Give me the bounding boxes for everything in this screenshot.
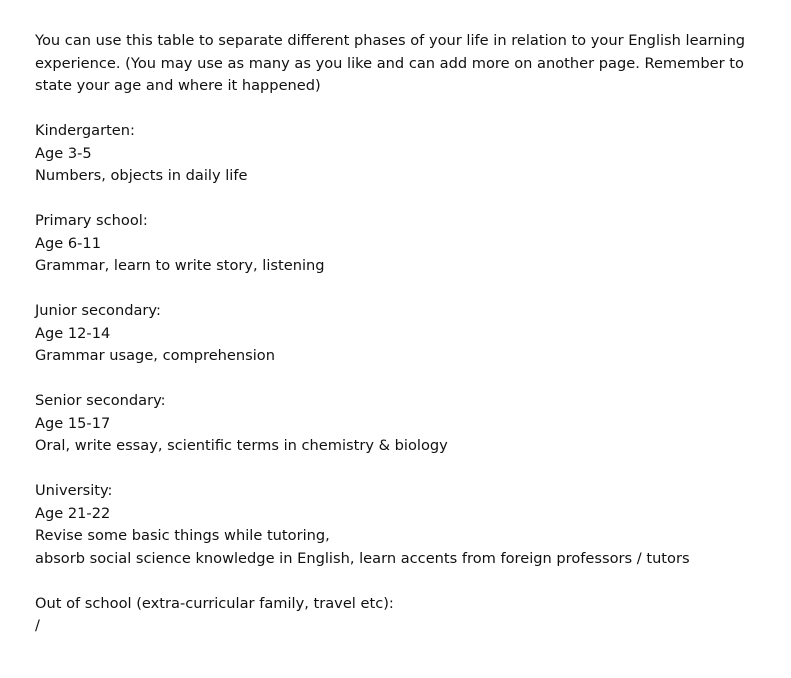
section-detail: Grammar, learn to write story, listening	[35, 257, 325, 274]
intro-line: state your age and where it happened)	[35, 77, 321, 94]
section-detail: Revise some basic things while tutoring,	[35, 527, 330, 544]
section-heading: Primary school:	[35, 212, 148, 229]
section-heading: Kindergarten:	[35, 122, 135, 139]
section-age: Age 15-17	[35, 414, 111, 432]
section-university	[35, 480, 775, 570]
section-heading: Junior secondary:	[35, 302, 161, 319]
section-heading: Out of school (extra-curricular family, travel etc):	[35, 594, 394, 612]
section-junior-secondary	[35, 300, 775, 368]
section-primary-school	[35, 210, 775, 278]
section-heading: University:	[35, 482, 113, 499]
intro-line: You can use this table to separate different phases of your life in relation to your English learning	[35, 32, 746, 49]
section-age: Age 6-11	[35, 234, 101, 252]
section-detail: /	[35, 617, 40, 634]
intro-paragraph	[35, 30, 775, 98]
section-out-of-school	[35, 593, 775, 638]
section-age: Age 21-22	[35, 504, 111, 522]
section-kindergarten	[35, 120, 775, 188]
intro-line: experience. (You may use as many as you like and can add more on another page. Remember to	[35, 54, 744, 72]
document-page	[35, 30, 775, 638]
section-age: Age 3-5	[35, 144, 92, 162]
section-detail: Numbers, objects in daily life	[35, 167, 248, 184]
section-age: Age 12-14	[35, 324, 111, 342]
section-detail: absorb social science knowledge in English, learn accents from foreign professors / tutors	[35, 549, 690, 567]
section-detail: Oral, write essay, scientific terms in chemistry & biology	[35, 437, 448, 454]
section-detail: Grammar usage, comprehension	[35, 347, 275, 364]
section-heading: Senior secondary:	[35, 392, 166, 409]
section-senior-secondary	[35, 390, 775, 458]
